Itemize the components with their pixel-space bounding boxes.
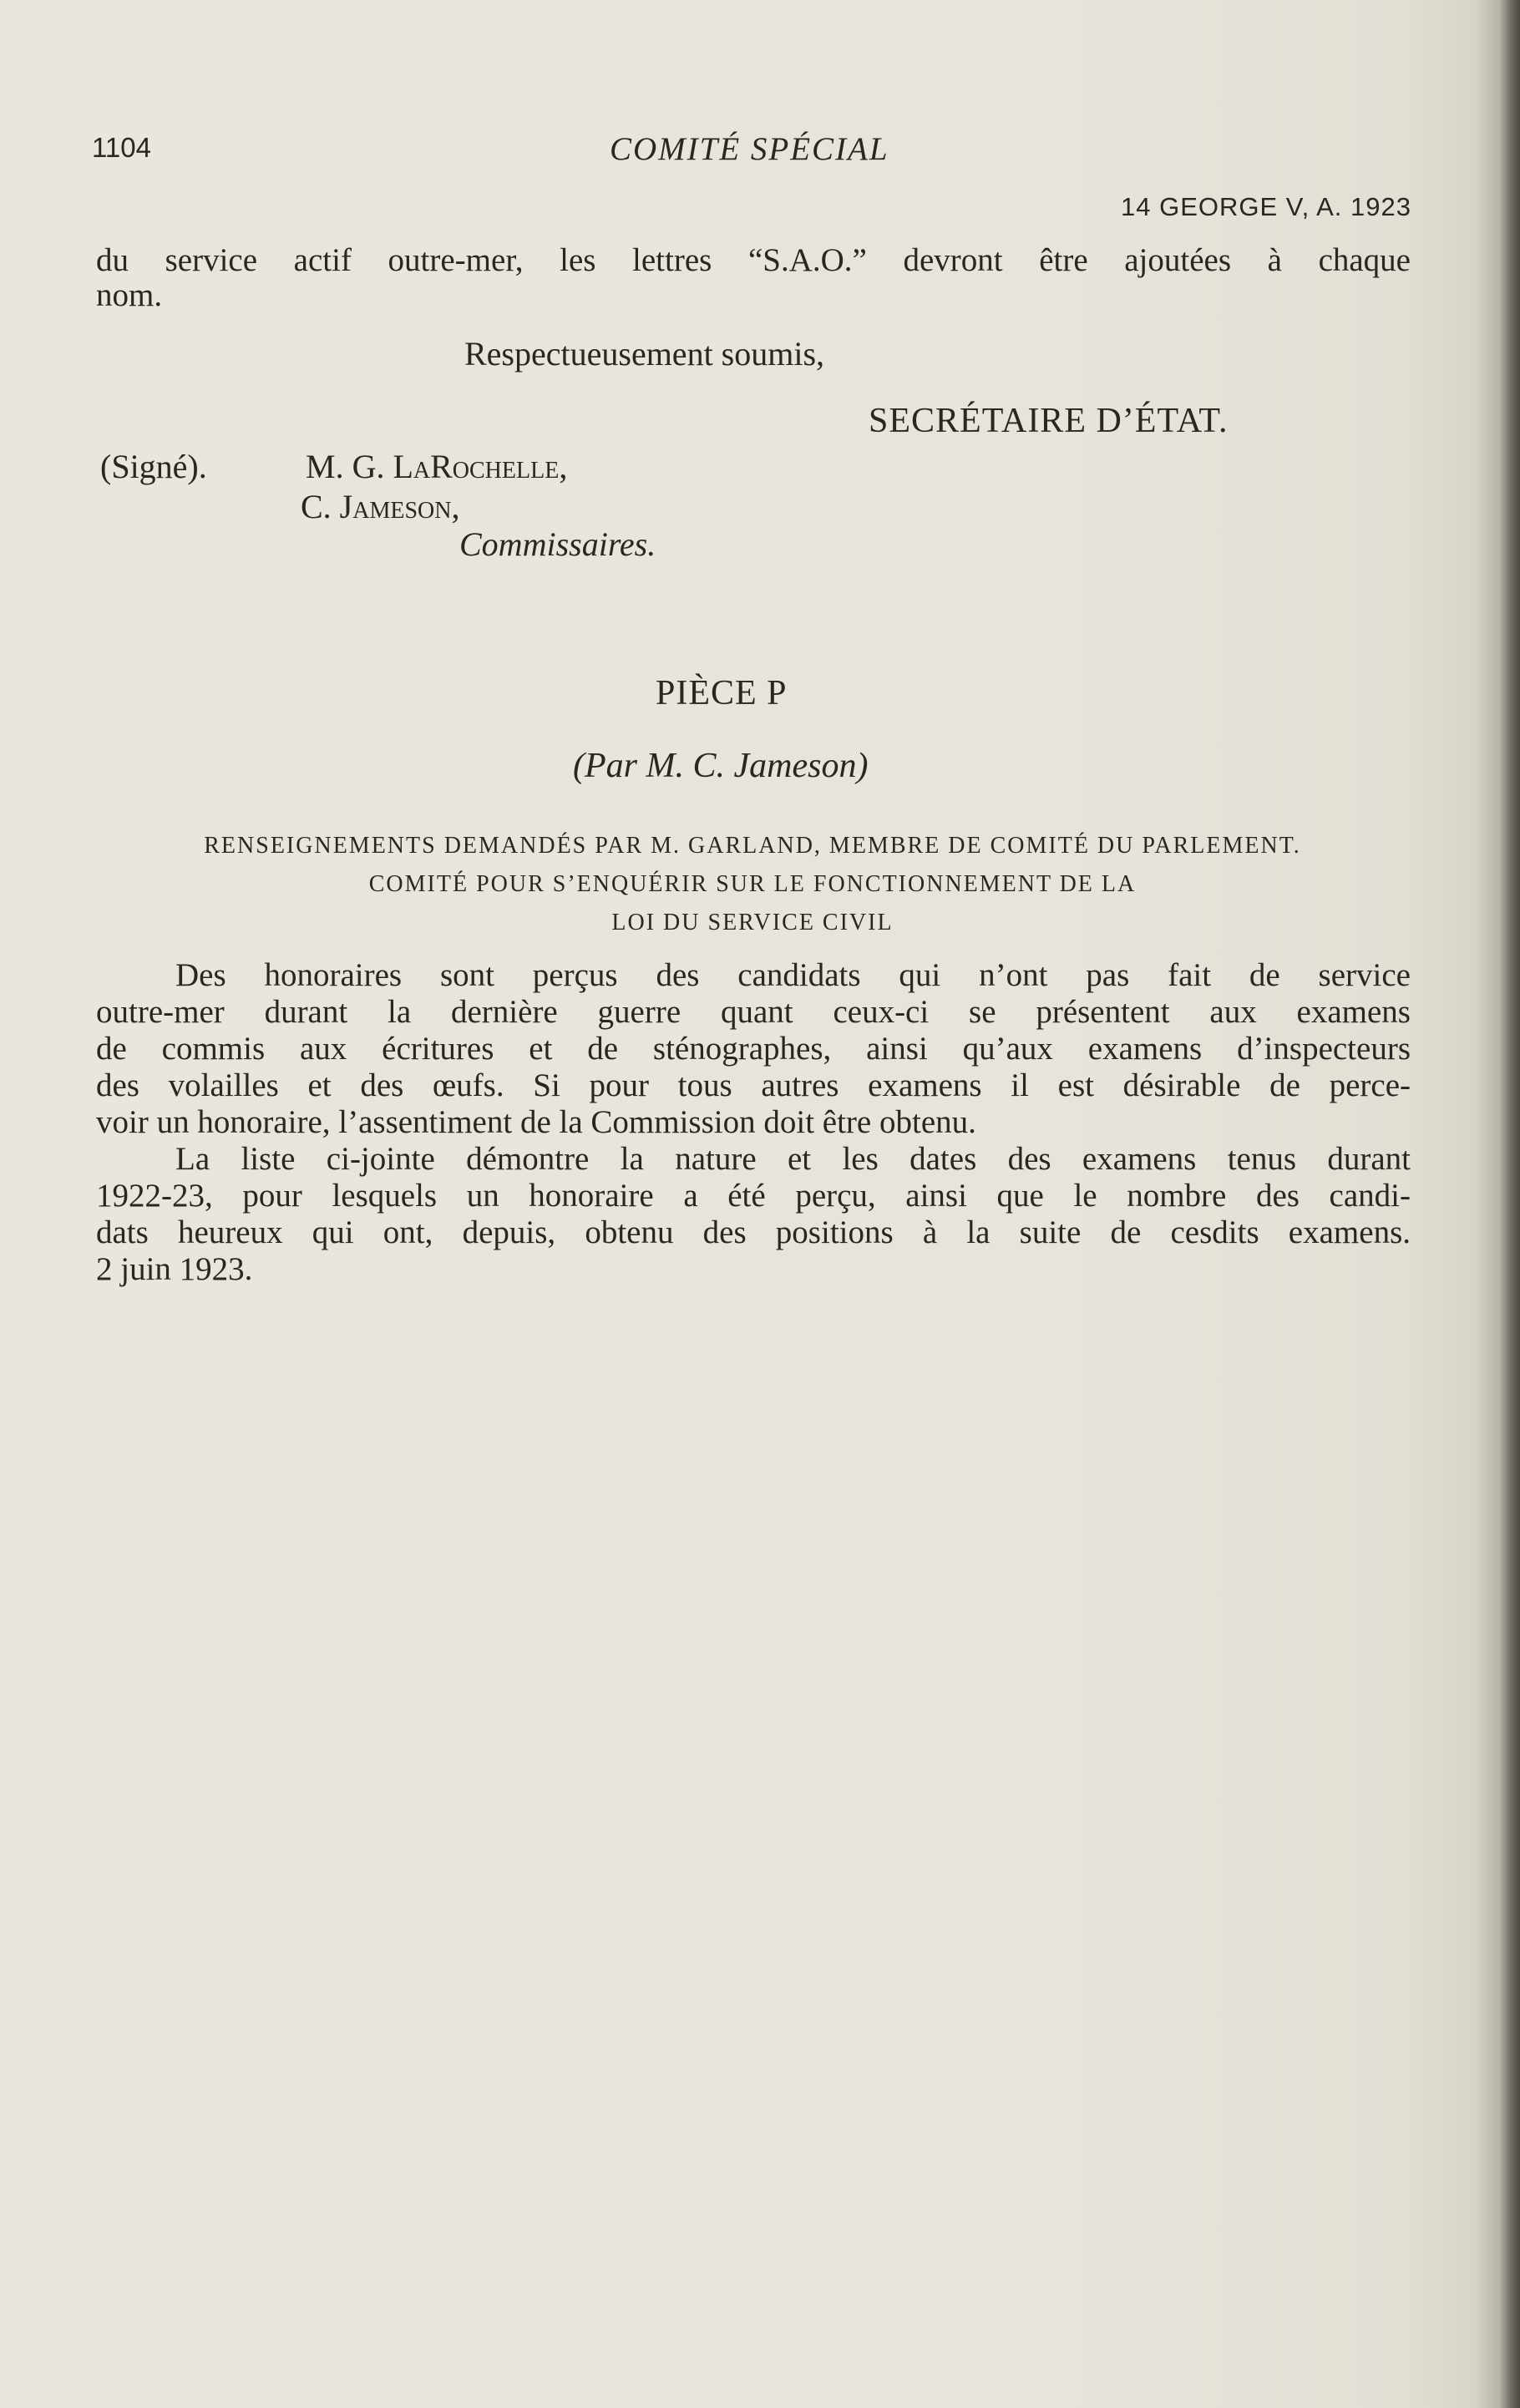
book-spine-shadow	[1498, 0, 1520, 2408]
section-heading-line-2: COMITÉ POUR S’ENQUÉRIR SUR LE FONCTIONNEMENT DE LA	[368, 871, 1137, 897]
signatory-name-2: C. Jameson,	[301, 488, 460, 525]
signatory-role: Commissaires.	[459, 525, 656, 563]
paragraph-2-line-4: 2 juin 1923.	[96, 1251, 253, 1287]
paragraph-2-line-1: La liste ci-jointe démontre la nature et les dates des examens tenus durant	[175, 1141, 1411, 1177]
session-line: 14 GEORGE V, A. 1923	[1121, 192, 1411, 221]
running-title: COMITÉ SPÉCIAL	[610, 131, 889, 167]
continuation-line-1: du service actif outre-mer, les lettres “S.A.O.” devront être ajoutées à chaque	[96, 242, 1411, 278]
paragraph-1-line-4: des volailles et des œufs. Si pour tous autres examens il est désirable de perce-	[96, 1067, 1411, 1103]
piece-author: (Par M. C. Jameson)	[573, 747, 869, 785]
paragraph-1-line-5: voir un honoraire, l’assentiment de la Commission doit être obtenu.	[96, 1104, 976, 1140]
closing-text: Respectueusement soumis,	[464, 335, 825, 373]
paragraph-1-line-3: de commis aux écritures et de sténographes, ainsi qu’aux examens d’inspecteurs	[96, 1031, 1411, 1067]
paragraph-2-line-2: 1922-23, pour lesquels un honoraire a été perçu, ainsi que le nombre des candi-	[96, 1178, 1411, 1214]
paragraph-2-line-3: dats heureux qui ont, depuis, obtenu des positions à la suite de cesdits examens.	[96, 1214, 1411, 1250]
signer-title: SECRÉTAIRE D’ÉTAT.	[869, 402, 1229, 440]
section-heading	[92, 827, 1413, 942]
signed-label: (Signé).	[100, 448, 207, 485]
signatory-name-1: M. G. LaRochelle,	[306, 448, 568, 485]
continuation-line-2: nom.	[96, 277, 163, 313]
piece-title: PIÈCE P	[656, 674, 788, 712]
page-number: 1104	[92, 132, 151, 163]
section-heading-line-1: RENSEIGNEMENTS DEMANDÉS PAR M. GARLAND, MEMBRE DE COMITÉ DU PARLEMENT.	[204, 833, 1301, 859]
paragraph-1-line-2: outre-mer durant la dernière guerre quant ceux-ci se présentent aux examens	[96, 994, 1411, 1030]
section-heading-line-3: LOI DU SERVICE CIVIL	[611, 910, 894, 935]
paragraph-1-line-1: Des honoraires sont perçus des candidats qui n’ont pas fait de service	[175, 957, 1411, 993]
